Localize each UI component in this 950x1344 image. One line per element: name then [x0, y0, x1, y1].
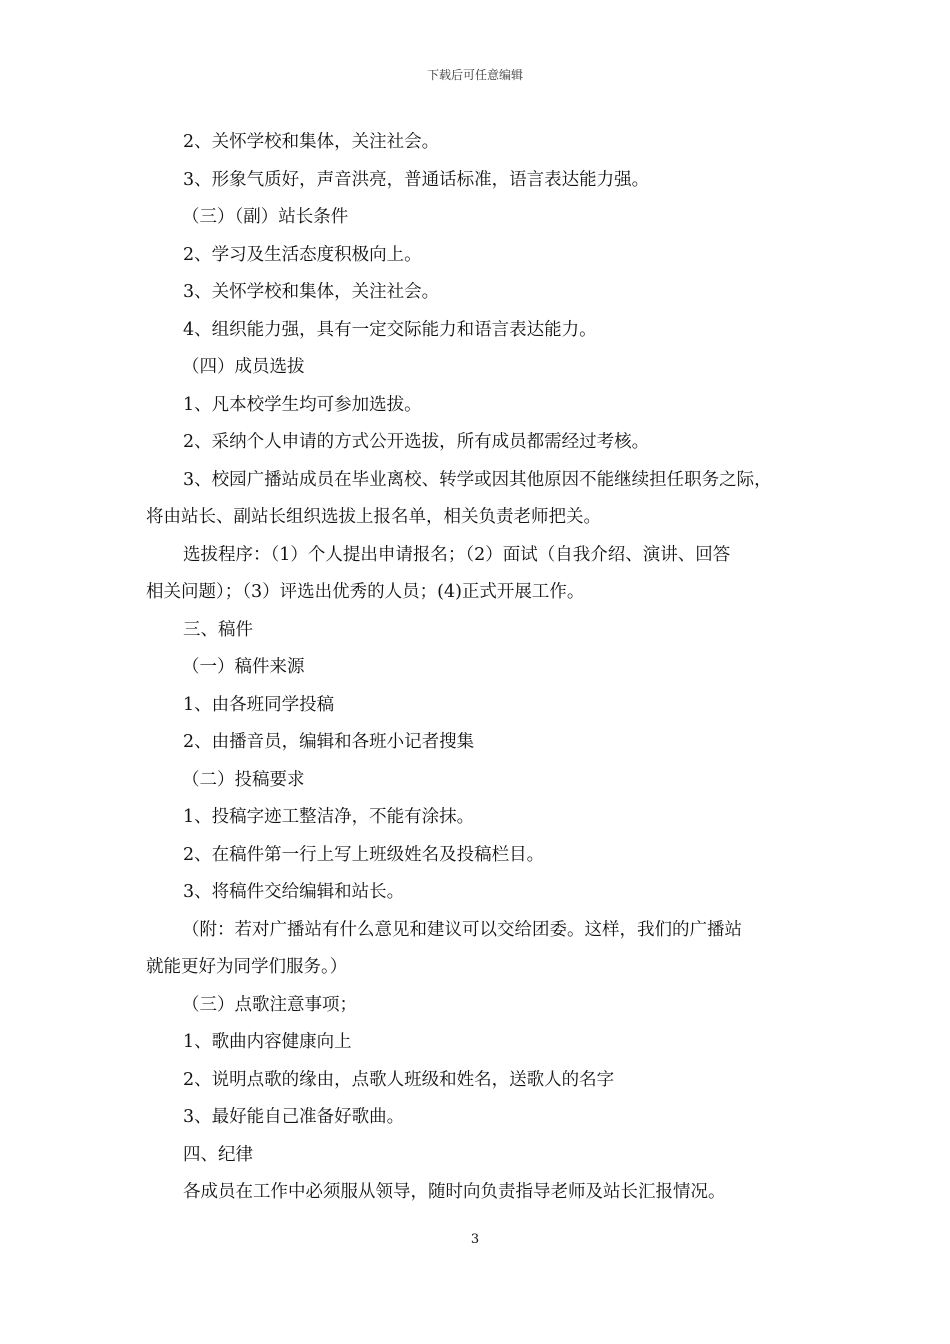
text-line: 2、学习及生活态度积极向上。 — [183, 244, 422, 265]
section-heading: （三）（副）站长条件 — [182, 207, 349, 227]
page-number: 3 — [470, 1232, 480, 1247]
text-line: （附：若对广播站有什么意见和建议可以交给团委。这样，我们的广播站 — [182, 919, 742, 940]
text-line: 4、组织能力强，具有一定交际能力和语言表达能力。 — [183, 319, 597, 340]
document-body — [146, 124, 816, 1212]
text-line: 选拔程序：（1）个人提出申请报名；（2）面试（自我介绍、演讲、回答 — [183, 544, 731, 565]
text-line: 2、说明点歌的缘由，点歌人班级和姓名，送歌人的名字 — [183, 1069, 615, 1090]
section-heading: （一）稿件来源 — [182, 657, 305, 677]
text-line-continued: 将由站长、副站长组织选拔上报名单，相关负责老师把关。 — [146, 507, 601, 527]
section-heading: （三）点歌注意事项； — [182, 994, 357, 1015]
chapter-heading: 四、纪律 — [183, 1144, 253, 1165]
text-line: 2、关怀学校和集体，关注社会。 — [183, 132, 440, 152]
text-line: 1、歌曲内容健康向上 — [183, 1032, 352, 1052]
text-line: 1、凡本校学生均可参加选拔。 — [183, 394, 422, 415]
text-line: 2、由播音员，编辑和各班小记者搜集 — [183, 732, 475, 752]
text-line: 各成员在工作中必须服从领导，随时向负责指导老师及站长汇报情况。 — [183, 1182, 726, 1202]
text-line: 1、投稿字迹工整洁净，不能有涂抹。 — [183, 807, 475, 827]
section-heading: （四）成员选拔 — [182, 357, 305, 377]
text-line-continued: 就能更好为同学们服务。） — [146, 957, 348, 977]
text-line: 2、在稿件第一行上写上班级姓名及投稿栏目。 — [183, 844, 545, 865]
text-line: 3、最好能自己准备好歌曲。 — [183, 1107, 405, 1127]
section-heading: （二）投稿要求 — [182, 769, 305, 790]
text-line: 3、形象气质好，声音洪亮，普通话标准，语言表达能力强。 — [183, 169, 650, 190]
text-line: 3、校园广播站成员在毕业离校、转学或因其他原因不能继续担任职务之际， — [183, 469, 772, 490]
text-line: 2、采纳个人申请的方式公开选拔，所有成员都需经过考核。 — [183, 432, 650, 452]
text-line: 3、关怀学校和集体，关注社会。 — [183, 282, 440, 302]
text-line: 1、由各班同学投稿 — [183, 694, 335, 715]
text-line-continued: 相关问题）；（3）评选出优秀的人员；(4)正式开展工作。 — [146, 582, 585, 602]
page-header: 下载后可任意编辑 — [426, 68, 523, 82]
text-line: 3、将稿件交给编辑和站长。 — [183, 882, 405, 902]
chapter-heading: 三、稿件 — [183, 619, 253, 640]
